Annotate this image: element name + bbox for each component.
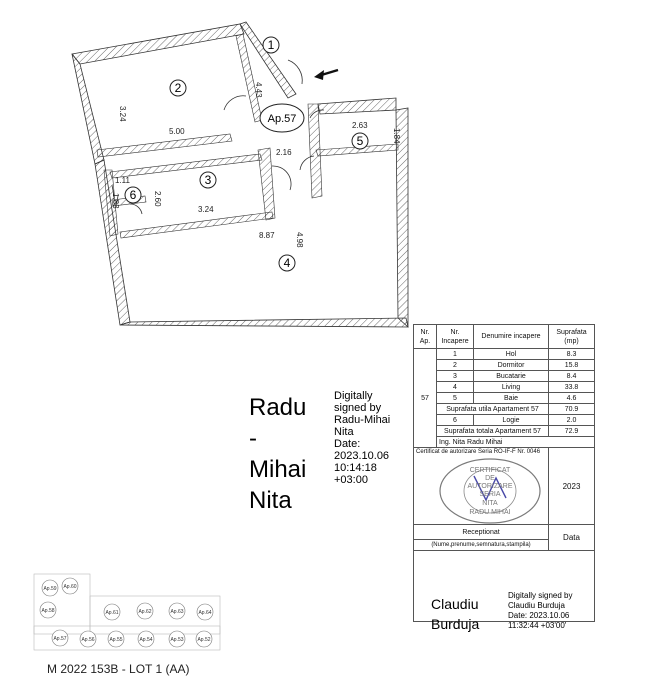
sig1-line: - bbox=[249, 425, 257, 452]
dim-label: 2.60 bbox=[153, 191, 162, 207]
sig2-detail: Digitally signed by bbox=[508, 591, 573, 600]
lot-unit bbox=[62, 578, 78, 594]
sig1-detail: signed by bbox=[334, 402, 382, 414]
sig1-detail: +03:00 bbox=[334, 474, 368, 486]
room-number-4: 4 bbox=[283, 256, 291, 270]
table-cell: 15.8 bbox=[549, 360, 595, 371]
table-totala-label: Suprafata totala Apartament 57 bbox=[437, 426, 549, 437]
table-cell: 4 bbox=[437, 382, 474, 393]
lot-unit bbox=[80, 631, 96, 647]
room-number-1: 1 bbox=[267, 38, 275, 52]
table-cell: 1 bbox=[437, 349, 474, 360]
table-nume-label: (Nume,prenume,semnatura,stampila) bbox=[414, 540, 549, 551]
stamp-text: CERTIFICAT bbox=[469, 467, 511, 474]
table-utila-label: Suprafata utila Apartament 57 bbox=[437, 404, 549, 415]
table-cell: 5 bbox=[437, 393, 474, 404]
sig1-detail: Nita bbox=[334, 426, 354, 438]
sig1-detail: 10:14:18 bbox=[334, 462, 377, 474]
lot-unit-label: Ap.61 bbox=[105, 610, 119, 616]
sig1-line: Radu bbox=[249, 394, 307, 421]
signature2-name bbox=[431, 594, 479, 634]
entrance-arrow-icon bbox=[314, 70, 338, 80]
lot-unit bbox=[169, 603, 185, 619]
table-ap-number: 57 bbox=[414, 349, 437, 448]
table-year: 2023 bbox=[549, 448, 595, 525]
lot-unit bbox=[137, 603, 153, 619]
lot-unit-label: Ap.64 bbox=[198, 610, 212, 616]
table-header: Nr. Incapere bbox=[437, 325, 474, 349]
table-data-label: Data bbox=[549, 525, 595, 551]
table-cell: Bucatarie bbox=[474, 371, 549, 382]
signature1-details bbox=[334, 390, 390, 486]
lot-unit bbox=[138, 631, 154, 647]
dim-label: 1.83 bbox=[111, 193, 120, 209]
table-cell: 6 bbox=[437, 415, 474, 426]
table-cell: Logie bbox=[474, 415, 549, 426]
table-cell: 4.6 bbox=[549, 393, 595, 404]
table-totala-value: 72.9 bbox=[549, 426, 595, 437]
lot-plan bbox=[30, 570, 230, 660]
lot-unit bbox=[40, 602, 56, 618]
apartment-label: Ap.57 bbox=[267, 113, 297, 125]
lot-unit bbox=[52, 630, 68, 646]
stamp-text: NITA bbox=[482, 500, 498, 507]
lot-unit bbox=[108, 631, 124, 647]
lot-unit-label: Ap.54 bbox=[139, 637, 153, 643]
stamp-text: DE bbox=[485, 475, 495, 482]
table-cell: 8.4 bbox=[549, 371, 595, 382]
lot-unit bbox=[197, 604, 213, 620]
room-number-2: 2 bbox=[174, 81, 182, 95]
table-cell: Baie bbox=[474, 393, 549, 404]
surface-table bbox=[413, 324, 595, 622]
sig1-detail: Date: bbox=[334, 438, 361, 450]
stamp-text: RADU MIHAI bbox=[469, 509, 511, 516]
sig2-detail: 11:32:44 +03'00' bbox=[508, 621, 567, 630]
sig2-line: Burduja bbox=[431, 616, 480, 632]
dim-label: 5.00 bbox=[169, 127, 185, 136]
table-utila-value: 70.9 bbox=[549, 404, 595, 415]
table-header: Nr. Ap. bbox=[414, 325, 437, 349]
table-header: Denumire incapere bbox=[474, 325, 549, 349]
sig1-detail: Digitally bbox=[334, 390, 373, 402]
sig1-line: Nita bbox=[249, 487, 292, 514]
lot-unit-label: Ap.63 bbox=[170, 609, 184, 615]
lot-unit-label: Ap.58 bbox=[41, 608, 55, 614]
table-cell: Living bbox=[474, 382, 549, 393]
sig1-line: Mihai bbox=[249, 456, 307, 483]
table-engineer: Ing. Nita Radu Mihai bbox=[437, 437, 595, 448]
table-cell: 2.0 bbox=[549, 415, 595, 426]
certificate-text: Certificat de autorizare Seria RO-IF-F Nr. 0046 bbox=[416, 449, 541, 455]
dim-label: 3.24 bbox=[198, 205, 214, 214]
dim-label: 1.11 bbox=[115, 176, 130, 185]
sig2-detail: Claudiu Burduja bbox=[508, 601, 565, 610]
lot-caption: M 2022 153B - LOT 1 (AA) bbox=[47, 662, 190, 676]
stamp-cell bbox=[414, 448, 549, 525]
table-cell: Dormitor bbox=[474, 360, 549, 371]
sig2-line: Claudiu bbox=[431, 596, 479, 612]
dim-label: 4.98 bbox=[295, 232, 304, 248]
table-cell: 2 bbox=[437, 360, 474, 371]
dim-label: 2.63 bbox=[352, 121, 368, 130]
dim-label: 1.84 bbox=[392, 128, 401, 144]
table-cell: Hol bbox=[474, 349, 549, 360]
lot-unit-label: Ap.62 bbox=[138, 609, 152, 615]
lot-unit-label: Ap.53 bbox=[170, 637, 184, 643]
sig1-detail: Radu-Mihai bbox=[334, 414, 391, 426]
lot-unit-label: Ap.57 bbox=[53, 636, 67, 642]
sig2-detail: Date: 2023.10.06 bbox=[508, 611, 570, 620]
dim-label: 4.43 bbox=[254, 82, 263, 98]
lot-unit-label: Ap.52 bbox=[197, 637, 211, 643]
stamp-text: SERIA bbox=[479, 491, 501, 498]
lot-unit-label: Ap.55 bbox=[109, 637, 123, 643]
sig1-detail: 2023.10.06 bbox=[334, 450, 390, 462]
dim-label: 2.16 bbox=[276, 148, 292, 157]
signature2-details bbox=[508, 591, 572, 631]
floor-plan bbox=[0, 0, 420, 340]
lot-unit bbox=[104, 604, 120, 620]
table-cell: 3 bbox=[437, 371, 474, 382]
lot-unit-label: Ap.56 bbox=[81, 637, 95, 643]
room-number-5: 5 bbox=[356, 134, 364, 148]
dim-label: 3.24 bbox=[118, 106, 127, 122]
dim-label: 8.87 bbox=[259, 231, 275, 240]
lot-unit bbox=[196, 631, 212, 647]
room-number-3: 3 bbox=[204, 173, 212, 187]
table-cell: 33.8 bbox=[549, 382, 595, 393]
table-receptionat: Receptionat bbox=[414, 525, 549, 540]
stamp-text: AUTORIZARE bbox=[467, 483, 513, 490]
lot-unit-label: Ap.60 bbox=[63, 584, 77, 590]
table-cell: 8.3 bbox=[549, 349, 595, 360]
lot-unit bbox=[169, 631, 185, 647]
signature1-name bbox=[249, 392, 306, 516]
table-header: Suprafata (mp) bbox=[549, 325, 595, 349]
lot-unit bbox=[42, 580, 58, 596]
stamp-seal bbox=[438, 458, 542, 524]
room-number-6: 6 bbox=[129, 188, 137, 202]
interior-walls bbox=[97, 34, 398, 238]
lot-unit-label: Ap.59 bbox=[43, 586, 57, 592]
